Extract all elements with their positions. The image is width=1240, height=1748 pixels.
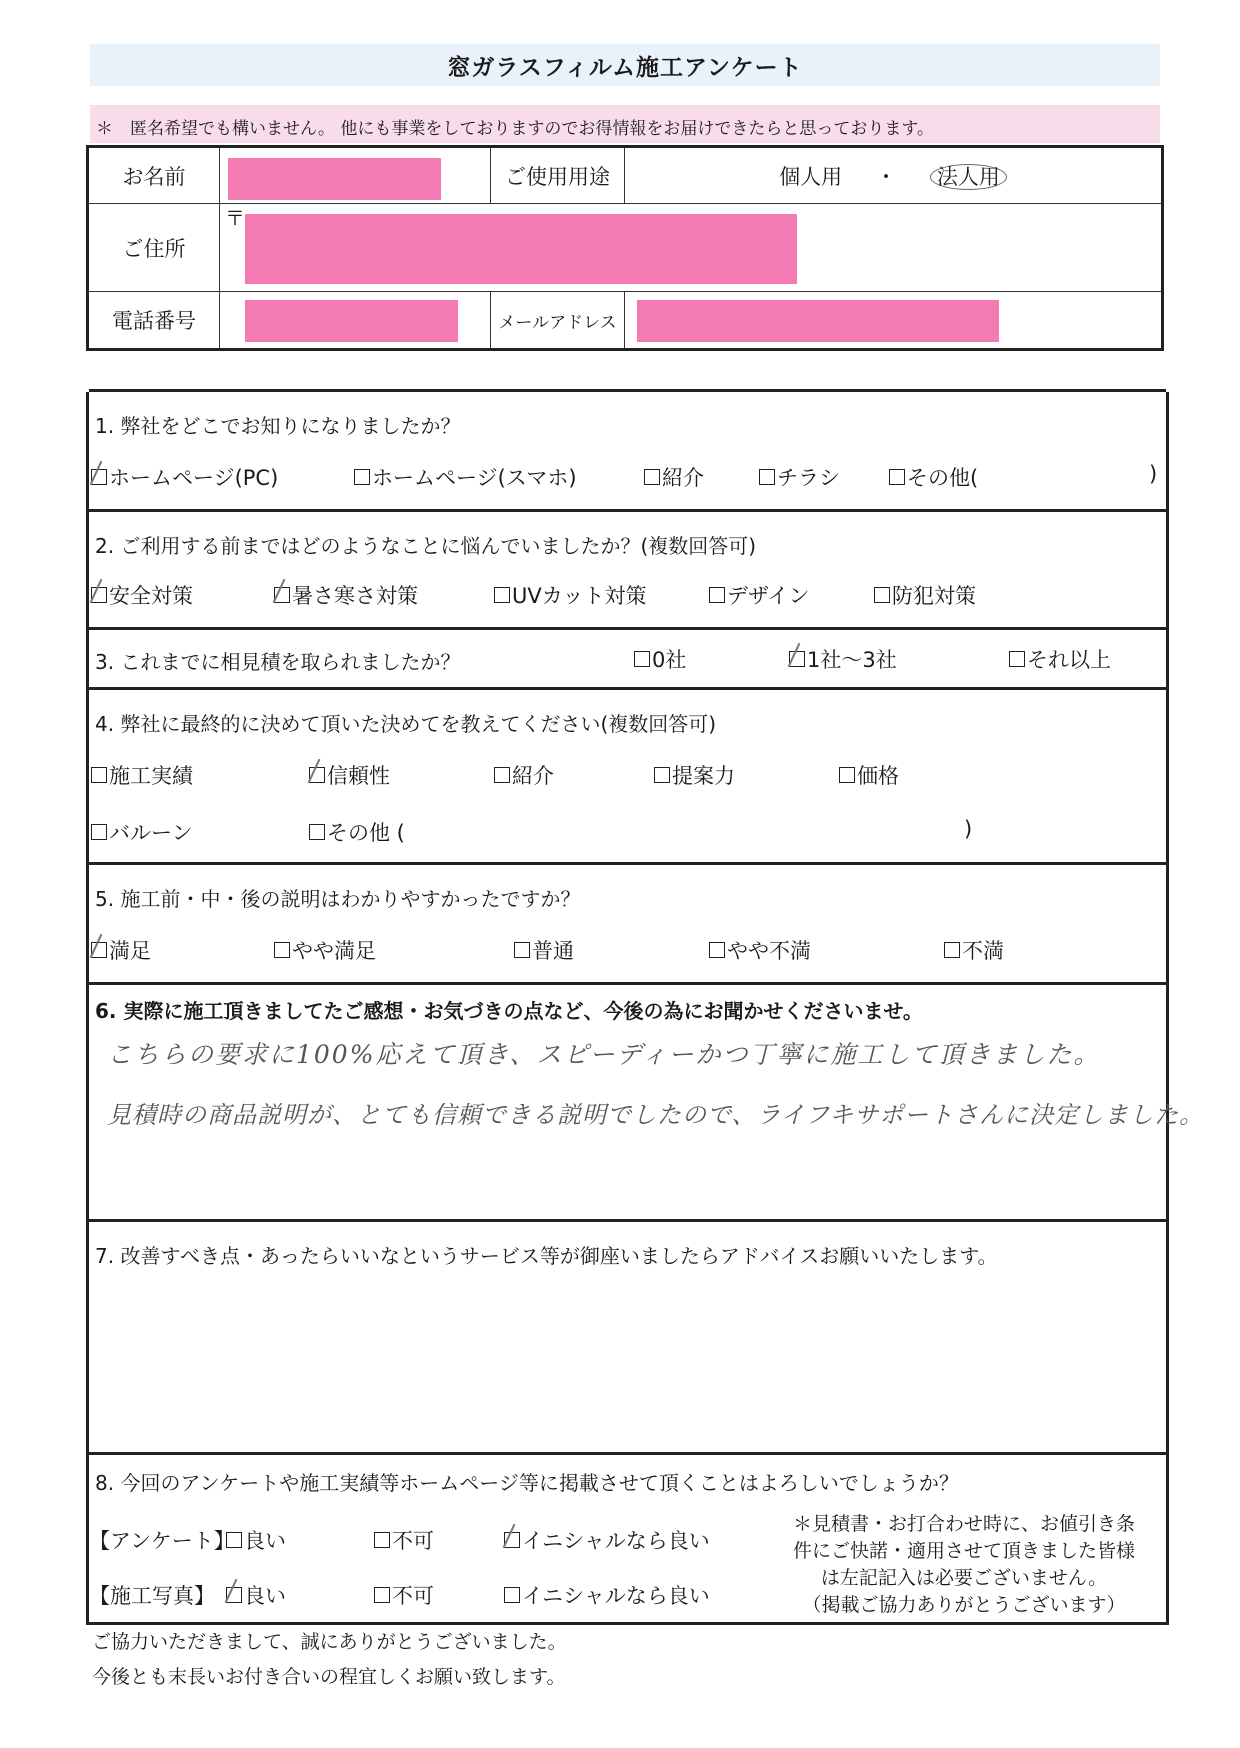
question-4-title: 4. 弊社に最終的に決めて頂いた決めてを教えてください(複数回答可) bbox=[95, 712, 717, 736]
checkbox-icon[interactable] bbox=[374, 1532, 390, 1548]
option-label: ホームページ(スマホ) bbox=[372, 466, 577, 490]
q8-photo-option-no[interactable] bbox=[374, 1580, 434, 1610]
option-label: バルーン bbox=[109, 821, 193, 845]
checkbox-icon[interactable] bbox=[759, 469, 775, 485]
option-label: イニシャルなら良い bbox=[522, 1529, 710, 1553]
question-6-title: 6. 実際に施工頂きましてたご感想・お気づきの点など、今後の為にお聞かせくださいませ。 bbox=[95, 999, 923, 1023]
q2-option-heat-cold[interactable] bbox=[274, 580, 418, 610]
redacted-email bbox=[637, 300, 999, 342]
option-label: UVカット対策 bbox=[512, 584, 647, 608]
checkbox-icon[interactable] bbox=[309, 824, 325, 840]
redacted-name bbox=[228, 158, 441, 200]
option-label: イニシャルなら良い bbox=[522, 1584, 710, 1608]
customer-info-table bbox=[86, 145, 1164, 351]
option-label: 不可 bbox=[392, 1584, 434, 1608]
questionnaire bbox=[86, 392, 1205, 1625]
q3-option-zero[interactable] bbox=[634, 644, 686, 674]
checkbox-icon[interactable] bbox=[644, 469, 660, 485]
checkbox-icon[interactable] bbox=[839, 767, 855, 783]
checkbox-icon[interactable] bbox=[889, 469, 905, 485]
question-6 bbox=[89, 982, 1205, 1222]
q8-survey-option-no[interactable] bbox=[374, 1525, 434, 1555]
option-label: 暑さ寒さ対策 bbox=[292, 584, 418, 608]
q8-survey-option-ok[interactable] bbox=[226, 1525, 286, 1555]
q2-option-crime-prevention[interactable] bbox=[874, 580, 976, 610]
checkbox-icon[interactable] bbox=[504, 1587, 520, 1603]
checkbox-icon[interactable] bbox=[874, 587, 890, 603]
option-label: 提案力 bbox=[672, 764, 735, 788]
q7-answer-area[interactable] bbox=[95, 1282, 1160, 1445]
question-3 bbox=[89, 627, 1166, 690]
redacted-address bbox=[245, 214, 797, 284]
checkbox-icon[interactable] bbox=[944, 942, 960, 958]
postal-mark: 〒 bbox=[225, 206, 245, 230]
q5-option-somewhat-satisfied[interactable] bbox=[274, 935, 376, 965]
option-label: 信頼性 bbox=[327, 764, 390, 788]
q5-option-satisfied[interactable] bbox=[91, 935, 151, 965]
address-label: ご住所 bbox=[88, 204, 220, 292]
q5-option-neutral[interactable] bbox=[514, 935, 574, 965]
option-label: 不満 bbox=[962, 939, 1004, 963]
option-label: 0社 bbox=[652, 648, 687, 672]
q8-photo-option-initials-ok[interactable] bbox=[504, 1580, 710, 1610]
option-label: 防犯対策 bbox=[892, 584, 976, 608]
checkbox-icon[interactable] bbox=[514, 942, 530, 958]
q4-option-referral[interactable] bbox=[494, 760, 554, 790]
email-field[interactable] bbox=[625, 292, 1163, 350]
address-field[interactable] bbox=[220, 204, 1163, 292]
note-line: は左記記入は必要ございません。 bbox=[820, 1567, 1108, 1589]
checkbox-checked-icon[interactable] bbox=[91, 587, 107, 603]
q8-discount-note bbox=[769, 1511, 1159, 1619]
question-8 bbox=[89, 1452, 1166, 1625]
option-label: 価格 bbox=[857, 764, 899, 788]
question-5-title: 5. 施工前・中・後の説明はわかりやすかったですか？ bbox=[95, 887, 581, 911]
question-1-title: 1. 弊社をどこでお知りになりましたか？ bbox=[95, 414, 461, 438]
question-1 bbox=[89, 389, 1166, 512]
option-label: 施工実績 bbox=[109, 764, 193, 788]
q4-option-reliability[interactable] bbox=[309, 760, 390, 790]
q1-option-homepage-smartphone[interactable] bbox=[354, 462, 577, 492]
option-label: やや満足 bbox=[292, 939, 376, 963]
usage-field[interactable] bbox=[625, 147, 1163, 204]
redacted-phone bbox=[245, 300, 458, 342]
q3-option-more[interactable] bbox=[1009, 644, 1111, 674]
q5-option-dissatisfied[interactable] bbox=[944, 935, 1004, 965]
option-label: 普通 bbox=[532, 939, 574, 963]
question-4 bbox=[89, 687, 1166, 865]
question-2-title: 2. ご利用する前まではどのようなことに悩んでいましたか？(複数回答可) bbox=[95, 534, 757, 558]
checkbox-icon[interactable] bbox=[226, 1532, 242, 1548]
phone-label: 電話番号 bbox=[88, 292, 220, 350]
anonymity-notice: ＊ 匿名希望でも構いません。 他にも事業をしておりますのでお得情報をお届けできたらと思っております。 bbox=[96, 119, 935, 139]
q8-survey-option-initials-ok[interactable] bbox=[504, 1525, 710, 1555]
option-label: デザイン bbox=[727, 584, 810, 608]
checkbox-checked-icon[interactable] bbox=[91, 942, 107, 958]
question-5 bbox=[89, 862, 1166, 985]
q4-option-price[interactable] bbox=[839, 760, 899, 790]
question-7-title: 7. 改善すべき点・あったらいいなというサービス等が御座いましたらアドバイスお願いいたします。 bbox=[95, 1244, 998, 1268]
checkbox-checked-icon[interactable] bbox=[309, 767, 325, 783]
q4-option-balloon[interactable] bbox=[91, 817, 193, 847]
question-8-title: 8. 今回のアンケートや施工実績等ホームページ等に掲載させて頂くことはよろしいでしょうか？ bbox=[95, 1471, 959, 1495]
checkbox-icon[interactable] bbox=[1009, 651, 1025, 667]
note-line: ＊見積書・お打合わせ時に、お値引き条 bbox=[792, 1513, 1135, 1535]
footer-thanks: ご協力いただきまして、誠にありがとうございました。 bbox=[92, 1631, 567, 1653]
checkbox-icon[interactable] bbox=[634, 651, 650, 667]
option-label: それ以上 bbox=[1027, 648, 1111, 672]
q4-option-proposal[interactable] bbox=[654, 760, 735, 790]
page-title: 窓ガラスフィルム施工アンケート bbox=[447, 54, 803, 81]
option-label: 1社～3社 bbox=[807, 648, 897, 672]
checkbox-icon[interactable] bbox=[374, 1587, 390, 1603]
checkbox-icon[interactable] bbox=[354, 469, 370, 485]
checkbox-checked-icon[interactable] bbox=[226, 1587, 242, 1603]
q4-option-other[interactable] bbox=[309, 817, 405, 847]
checkbox-checked-icon[interactable] bbox=[504, 1532, 520, 1548]
checkbox-icon[interactable] bbox=[709, 942, 725, 958]
q1-option-flyer[interactable] bbox=[759, 462, 840, 492]
q8-photo-row-label: 【施工写真】 bbox=[89, 1584, 215, 1608]
checkbox-icon[interactable] bbox=[709, 587, 725, 603]
option-label: 良い bbox=[244, 1529, 286, 1553]
usage-label: ご使用用途 bbox=[491, 147, 625, 204]
q6-handwritten-answer-line-2[interactable]: 見積時の商品説明が、とても信頼できる説明でしたので、ライフキサポートさんに決定しました。 bbox=[107, 1101, 1205, 1129]
phone-field[interactable] bbox=[220, 292, 491, 350]
checkbox-icon[interactable] bbox=[91, 767, 107, 783]
usage-option-personal[interactable]: 個人用 bbox=[779, 164, 843, 189]
option-label: ホームページ(PC) bbox=[109, 466, 279, 490]
option-label: 不可 bbox=[392, 1529, 434, 1553]
q6-handwritten-answer-line-1[interactable]: こちらの要求に100%応えて頂き、スピーディーかつ丁寧に施工して頂きました。 bbox=[107, 1040, 1101, 1069]
email-label: メールアドレス bbox=[491, 292, 625, 350]
question-7 bbox=[89, 1219, 1166, 1455]
checkbox-checked-icon[interactable] bbox=[789, 651, 805, 667]
notice-band bbox=[90, 105, 1160, 143]
title-band bbox=[90, 44, 1160, 86]
option-label: 満足 bbox=[109, 939, 151, 963]
usage-option-corporate-selected[interactable]: 法人用 bbox=[930, 164, 1007, 190]
checkbox-icon[interactable] bbox=[494, 767, 510, 783]
note-line: 件にご快諾・適用させて頂きました皆様 bbox=[792, 1540, 1135, 1562]
q4-option-track-record[interactable] bbox=[91, 760, 193, 790]
checkbox-checked-icon[interactable] bbox=[274, 587, 290, 603]
q1-option-homepage-pc[interactable] bbox=[91, 462, 278, 492]
q3-option-one-to-three[interactable] bbox=[789, 644, 897, 674]
usage-separator: ・ bbox=[875, 164, 897, 189]
q2-option-safety[interactable] bbox=[91, 580, 193, 610]
option-label: チラシ bbox=[777, 466, 840, 490]
checkbox-icon[interactable] bbox=[654, 767, 670, 783]
checkbox-icon[interactable] bbox=[274, 942, 290, 958]
name-label: お名前 bbox=[88, 147, 220, 204]
q8-survey-row-label: 【アンケート】 bbox=[89, 1529, 235, 1553]
checkbox-icon[interactable] bbox=[91, 824, 107, 840]
q1-option-other[interactable] bbox=[889, 462, 978, 492]
option-label: 紹介 bbox=[512, 764, 554, 788]
q1-option-referral[interactable] bbox=[644, 462, 704, 492]
name-field[interactable] bbox=[220, 147, 491, 204]
q4-other-close-paren: ) bbox=[964, 817, 973, 841]
option-label: 良い bbox=[244, 1584, 286, 1608]
option-label: 安全対策 bbox=[109, 584, 193, 608]
checkbox-icon[interactable] bbox=[494, 587, 510, 603]
option-label: 紹介 bbox=[662, 466, 704, 490]
option-label: その他( bbox=[907, 466, 979, 490]
q2-option-uv-cut[interactable] bbox=[494, 580, 647, 610]
note-line: （掲載ご協力ありがとうございます） bbox=[802, 1594, 1126, 1616]
checkbox-checked-icon[interactable] bbox=[91, 469, 107, 485]
q2-option-design[interactable] bbox=[709, 580, 810, 610]
footer-closing: 今後とも末長いお付き合いの程宜しくお願い致します。 bbox=[92, 1666, 566, 1688]
question-3-title: 3. これまでに相見積を取られましたか？ bbox=[95, 650, 461, 674]
option-label: やや不満 bbox=[727, 939, 811, 963]
q5-option-somewhat-dissatisfied[interactable] bbox=[709, 935, 811, 965]
option-label: その他 ( bbox=[327, 821, 405, 845]
q8-photo-option-ok[interactable] bbox=[226, 1580, 286, 1610]
q1-other-close-paren: ) bbox=[1149, 462, 1158, 486]
question-2 bbox=[89, 509, 1166, 630]
